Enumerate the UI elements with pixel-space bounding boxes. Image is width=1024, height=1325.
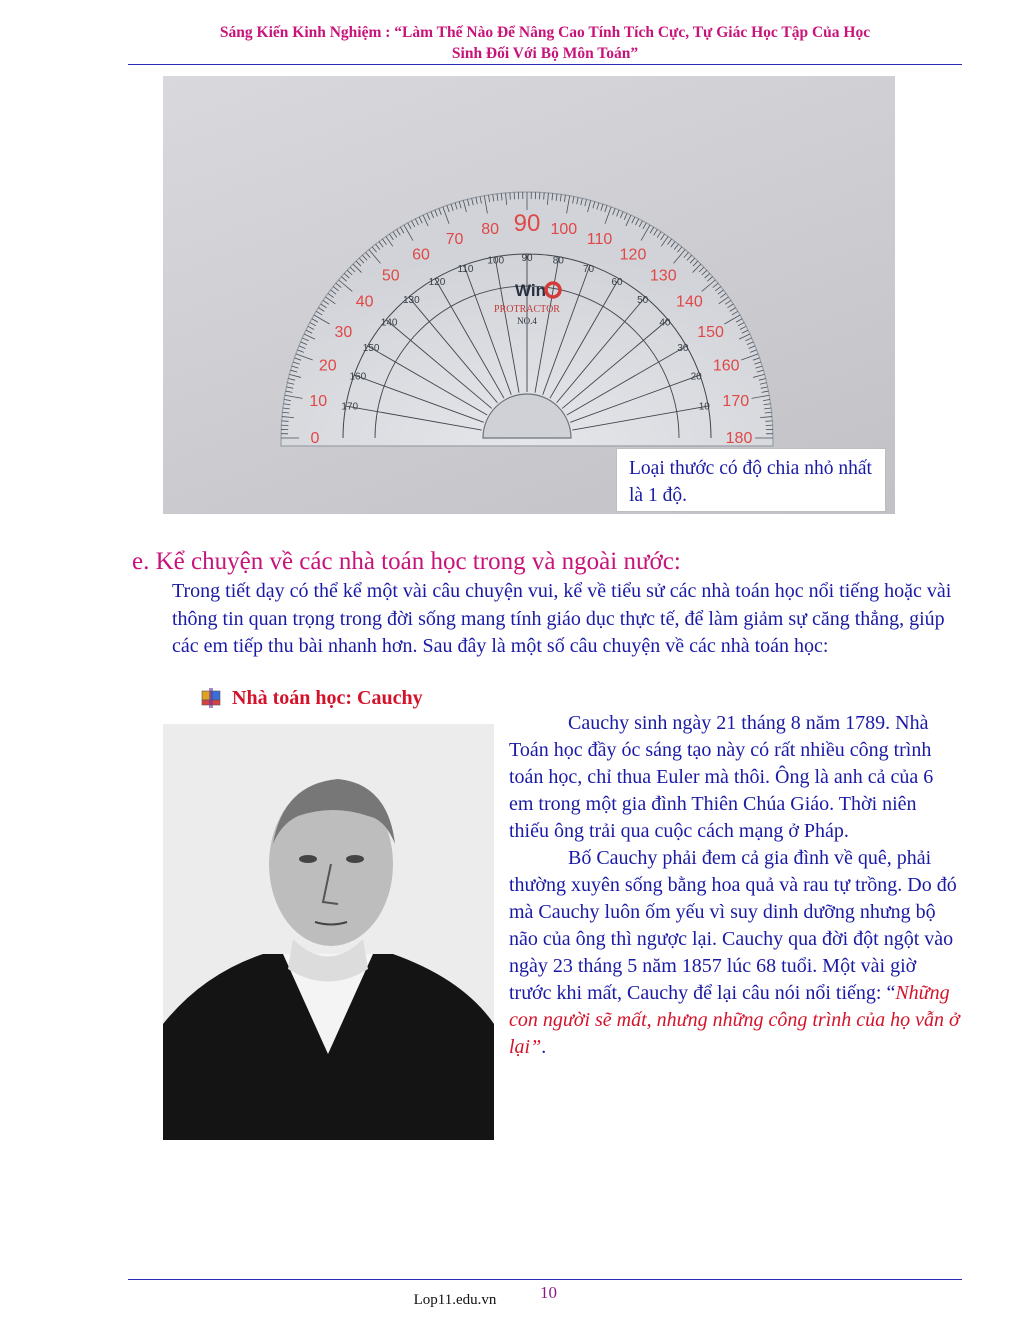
inner-scale-number: 110 xyxy=(457,263,474,275)
outer-scale-number: 30 xyxy=(334,324,353,341)
outer-scale-number: 150 xyxy=(697,324,724,341)
outer-scale-number: 170 xyxy=(722,393,750,411)
inner-scale-number: 120 xyxy=(428,277,446,289)
outer-scale-number: 60 xyxy=(412,246,430,264)
outer-scale-number: 70 xyxy=(445,230,464,248)
page-number: 10 xyxy=(540,1283,557,1302)
cauchy-biography xyxy=(509,710,961,1061)
bullet-cauchy xyxy=(200,684,423,712)
inner-scale-number: 160 xyxy=(349,371,367,383)
inner-scale-number: 150 xyxy=(362,343,380,354)
inner-scale-number: 30 xyxy=(677,343,689,354)
inner-scale-number: 100 xyxy=(487,255,505,267)
bio-paragraph-2-text: Bố Cauchy phải đem cả gia đình về quê, phải thường xuyên sống bằng hoa quả và rau tự trồng. Do đó mà Cauchy luôn ốm yếu vì suy dinh dưỡng nhưng bộ não của ông thì ngược lại. Cauchy qua đời đột ngột vào ngày 23 tháng 5 năm 1857 lúc 68 tuổi. Một vài giờ trước khi mất, Cauchy để lại câu nói nổi tiếng: xyxy=(509,847,957,1004)
inner-scale-number: 90 xyxy=(521,253,533,264)
outer-scale-number: 40 xyxy=(355,293,374,311)
inner-scale-number: 130 xyxy=(402,295,420,307)
cauchy-portrait xyxy=(163,724,494,1140)
photo-caption xyxy=(616,448,886,512)
inner-scale-number: 80 xyxy=(552,255,564,267)
inner-scale-number: 60 xyxy=(611,277,623,289)
outer-scale-number: 160 xyxy=(712,357,740,375)
outer-scale-number: 100 xyxy=(550,221,578,239)
outer-scale-number: 120 xyxy=(619,246,647,264)
outer-scale-number: 0 xyxy=(310,430,320,447)
footer-site: Lop11.edu.vn xyxy=(413,1292,497,1308)
inner-scale-number: 40 xyxy=(659,317,671,329)
outer-scale-number: 80 xyxy=(481,221,500,239)
inner-scale-number: 140 xyxy=(380,317,398,329)
outer-scale-number: 140 xyxy=(676,293,703,311)
inner-scale-number: 70 xyxy=(583,263,595,275)
inner-scale-number: 50 xyxy=(637,295,649,307)
header-divider xyxy=(128,64,962,65)
bullet-text: Nhà toán học: Cauchy xyxy=(232,686,423,709)
header-title-line1: Sáng Kiến Kinh Nghiệm : “Làm Thế Nào Để Nâng Cao Tính Tích Cực, Tự Giác Học Tập Của Học xyxy=(219,24,871,41)
famous-quote: Những con người sẽ mất, nhưng những công trình của họ vẫn ở lại” xyxy=(509,982,960,1058)
quote-end: . xyxy=(541,1036,547,1058)
header-title-line2: Sinh Đối Với Bộ Môn Toán” xyxy=(451,45,639,62)
photo-caption-text: Loại thước có độ chia nhỏ nhất là 1 độ. xyxy=(629,458,872,506)
portrait-illustration xyxy=(163,724,494,1140)
outer-scale-number: 130 xyxy=(649,267,677,285)
protractor-model: NO.4 xyxy=(517,316,537,326)
bio-paragraph-2 xyxy=(509,845,961,1061)
section-heading: e. Kể chuyện về các nhà toán học trong và ngoài nước: xyxy=(132,548,681,575)
outer-scale-number: 20 xyxy=(318,357,337,375)
outer-scale-number: 90 xyxy=(513,210,541,237)
bullet-icon xyxy=(200,687,222,709)
inner-scale-number: 20 xyxy=(690,371,702,383)
outer-scale-number: 10 xyxy=(309,393,328,411)
outer-scale-number: 180 xyxy=(725,430,753,447)
quote-open-mark: “ xyxy=(886,982,896,1004)
outer-scale-number: 50 xyxy=(381,267,400,285)
footer-divider xyxy=(128,1279,962,1280)
inner-scale-number: 10 xyxy=(698,401,710,413)
inner-scale-number: 170 xyxy=(341,401,359,413)
protractor-label: PROTRACTOR xyxy=(494,304,560,315)
section-intro: Trong tiết dạy có thể kể một vài câu chuyện vui, kể về tiểu sử các nhà toán học nổi tiếng hoặc vài thông tin quan trọng trong đời sống mang tính giáo dục thực tế, để làm giảm sự căng thẳng, giúp các em tiếp thu bài nhanh hơn. Sau đây là một số câu chuyện về các nhà toán học: xyxy=(172,580,952,657)
bio-paragraph-1: Cauchy sinh ngày 21 tháng 8 năm 1789. Nhà Toán học đầy óc sáng tạo này có rất nhiều công trình toán học, chỉ thua Euler mà thôi. Ông là anh cả của 6 em trong một gia đình Thiên Chúa Giáo. Thời niên thiếu ông trải qua cuộc cách mạng ở Pháp. xyxy=(509,712,934,842)
page-header xyxy=(128,22,962,64)
brand-logo: Win xyxy=(515,281,547,300)
outer-scale-number: 110 xyxy=(586,230,613,248)
